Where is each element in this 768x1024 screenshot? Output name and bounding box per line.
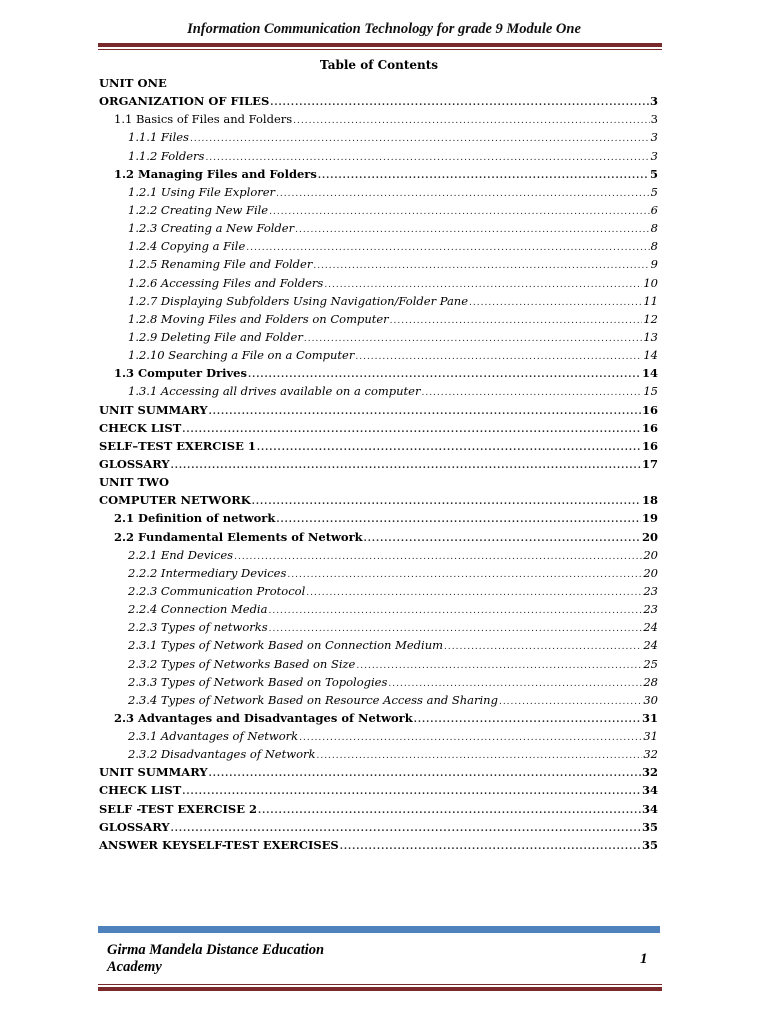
toc-dot-leader [499,693,642,711]
toc-entry-label: 2.1 Definition of network [114,511,276,526]
toc-entry-label: 2.2.2 Intermediary Devices [128,565,287,580]
page-number: 1 [640,951,648,967]
toc-entry-label: 1.3.1 Accessing all drives available on a computer [128,384,421,399]
footer-org-line-1: Girma Mandela Distance Education [107,942,325,958]
toc-entry[interactable] [99,709,658,727]
toc-entry[interactable] [99,455,658,473]
toc-dot-leader [295,221,650,239]
toc-entry[interactable] [99,401,658,419]
toc-entry-label: 2.3.2 Disadvantages of Network [128,747,316,762]
toc-entry-page: 34 [641,801,658,816]
toc-entry[interactable] [99,328,658,346]
toc-entry-page: 32 [641,765,658,780]
toc-entry-page: 28 [643,674,658,689]
toc-entry[interactable] [99,237,658,255]
toc-entry-label: 2.2.3 Communication Protocol [128,583,306,598]
toc-entry-page: 8 [650,221,658,236]
toc-entry-page: 5 [649,166,658,181]
toc-entry-label: 2.2.1 End Devices [128,547,234,562]
footer-org-line-2: Academy [107,959,162,975]
toc-entry-page: 12 [643,311,658,326]
toc-entry[interactable] [99,219,658,237]
header-rule-thin [98,49,662,50]
toc-entry-page: 24 [643,620,658,635]
toc-entry-label: 1.2.3 Creating a New Folder [128,221,295,236]
toc-dot-leader [252,493,641,511]
toc-entry-page: 8 [650,239,658,254]
toc-entry[interactable] [99,201,658,219]
toc-entry[interactable] [99,147,658,165]
toc-entry[interactable] [99,600,658,618]
toc-dot-leader [313,257,649,275]
toc-dot-leader [414,711,641,729]
toc-dot-leader [318,167,649,185]
toc-entry-page: 16 [641,402,658,417]
toc-entry[interactable] [99,74,658,92]
toc-entry-page: 23 [643,602,658,617]
toc-entry-page: 11 [643,293,658,308]
toc-entry[interactable] [99,183,658,201]
toc-dot-leader [355,348,642,366]
toc-entry-label: 1.3 Computer Drives [114,366,247,381]
toc-entry-label: ORGANIZATION OF FILES [99,94,270,109]
toc-entry-label: 1.2.2 Creating New File [128,202,269,217]
toc-entry-page: 3 [650,130,658,145]
toc-entry-label: 1.2.1 Using File Explorer [128,184,276,199]
toc-entry-page: 18 [641,493,658,508]
toc-dot-leader [316,747,642,765]
footer-rule-thick [98,987,662,991]
toc-entry-page: 6 [650,202,658,217]
toc-entry-label: 2.2.3 Types of networks [128,620,268,635]
toc-entry[interactable] [99,781,658,799]
toc-entry-label: ANSWER KEYSELF-TEST EXERCISES [99,837,339,852]
toc-entry-page: 10 [643,275,658,290]
toc-dot-leader [293,112,650,130]
toc-entry[interactable] [99,92,658,110]
toc-dot-leader [268,602,642,620]
table-of-contents [99,74,658,854]
toc-entry-label: 1.1.2 Folders [128,148,205,163]
toc-entry[interactable] [99,346,658,364]
toc-entry-page: 16 [641,438,658,453]
toc-entry-label: 2.3.3 Types of Network Based on Topologies [128,674,388,689]
toc-entry-page: 14 [643,348,658,363]
toc-entry-page: 9 [650,257,658,272]
toc-dot-leader [234,548,642,566]
toc-dot-leader [209,403,641,421]
toc-dot-leader [257,439,641,457]
toc-entry-label: UNIT SUMMARY [99,402,208,417]
toc-entry-page: 25 [643,656,658,671]
toc-entry-page: 3 [650,112,658,127]
toc-entry-page: 3 [649,94,658,109]
toc-dot-leader [390,312,643,330]
toc-entry-label: CHECK LIST [99,783,182,798]
footer-organization [107,942,397,976]
toc-entry[interactable] [99,509,658,527]
toc-entry-label: 1.2.8 Moving Files and Folders on Computer [128,311,389,326]
toc-dot-leader [287,566,642,584]
toc-dot-leader [444,638,642,656]
toc-entry-label: 1.2.6 Accessing Files and Folders [128,275,324,290]
toc-entry-page: 3 [650,148,658,163]
toc-entry-label: 1.1 Basics of Files and Folders [114,112,293,127]
toc-entry-page: 20 [641,529,658,544]
toc-entry-page: 35 [641,819,658,834]
toc-dot-leader [270,94,649,112]
toc-entry[interactable] [99,745,658,763]
toc-entry[interactable] [99,618,658,636]
toc-title: Table of Contents [319,58,439,72]
toc-entry-label: 1.2.4 Copying a File [128,239,246,254]
toc-dot-leader [299,729,642,747]
toc-entry-label: GLOSSARY [99,819,170,834]
toc-entry-page: 31 [643,729,658,744]
toc-entry-page: 20 [643,547,658,562]
toc-entry-page: 19 [641,511,658,526]
footer-rule-blue [98,926,660,933]
toc-entry[interactable] [99,165,658,183]
toc-entry-label: 2.3.1 Advantages of Network [128,729,299,744]
toc-entry-label: SELF–TEST EXERCISE 1 [99,438,256,453]
toc-entry-page: 35 [641,837,658,852]
toc-entry[interactable] [99,473,658,491]
toc-entry[interactable] [99,310,658,328]
footer-rule-thin [98,984,662,985]
toc-entry[interactable] [99,110,658,128]
toc-entry-page: 24 [643,638,658,653]
toc-dot-leader [356,657,642,675]
toc-dot-leader [269,203,650,221]
toc-entry-label: CHECK LIST [99,420,182,435]
toc-entry[interactable] [99,582,658,600]
toc-entry[interactable] [99,528,658,546]
toc-entry-page: 23 [643,583,658,598]
toc-entry-label: GLOSSARY [99,456,170,471]
toc-entry[interactable] [99,818,658,836]
toc-entry[interactable] [99,727,658,745]
toc-entry-page: 34 [641,783,658,798]
toc-entry[interactable] [99,292,658,310]
toc-entry-page: 17 [641,456,658,471]
toc-entry-label: 2.3.4 Types of Network Based on Resource Access and Sharing [128,692,498,707]
toc-entry[interactable] [99,655,658,673]
toc-entry[interactable] [99,636,658,654]
toc-entry-page: 20 [643,565,658,580]
toc-entry-page: 16 [641,420,658,435]
toc-entry-label: SELF -TEST EXERCISE 2 [99,801,258,816]
toc-entry[interactable] [99,382,658,400]
toc-entry[interactable] [99,800,658,818]
toc-dot-leader [276,185,650,203]
toc-entry-label: 1.2 Managing Files and Folders [114,166,317,181]
toc-dot-leader [306,584,642,602]
toc-entry[interactable] [99,564,658,582]
toc-dot-leader [171,457,641,475]
toc-entry-label: 1.1.1 Files [128,130,189,145]
toc-entry[interactable] [99,691,658,709]
toc-entry[interactable] [99,419,658,437]
toc-entry[interactable] [99,128,658,146]
toc-entry-label: 2.3.1 Types of Network Based on Connection Medium [128,638,444,653]
toc-entry-page: 32 [643,747,658,762]
toc-entry-label: UNIT ONE [99,76,167,90]
toc-entry-label: 1.2.9 Deleting File and Folder [128,329,303,344]
toc-entry-label: UNIT TWO [99,475,169,490]
toc-entry-label: 2.3 Advantages and Disadvantages of Network [114,710,413,725]
toc-dot-leader [469,294,642,312]
toc-entry-page: 15 [643,384,658,399]
toc-entry-label: COMPUTER NETWORK [99,493,251,508]
toc-dot-leader [340,838,641,856]
page-header-title: Information Communication Technology for grade 9 Module One [187,21,581,37]
toc-dot-leader [190,130,650,148]
toc-entry-page: 13 [643,329,658,344]
toc-entry-label: 2.2.4 Connection Media [128,602,268,617]
toc-entry-page: 30 [643,692,658,707]
toc-entry[interactable] [99,763,658,781]
toc-entry-label: 2.3.2 Types of Networks Based on Size [128,656,356,671]
toc-entry-label: 1.2.7 Displaying Subfolders Using Navigation/Folder Pane [128,293,469,308]
toc-entry-page: 14 [641,366,658,381]
toc-dot-leader [258,802,641,820]
toc-dot-leader [364,530,641,548]
toc-entry[interactable] [99,546,658,564]
toc-entry-label: UNIT SUMMARY [99,765,208,780]
toc-entry-page: 31 [641,710,658,725]
toc-entry[interactable] [99,836,658,854]
toc-dot-leader [304,330,643,348]
toc-dot-leader [421,384,642,402]
toc-entry-label: 2.2 Fundamental Elements of Network [114,529,363,544]
toc-entry[interactable] [99,364,658,382]
toc-entry-page: 5 [650,184,658,199]
header-rule-thick [98,43,662,47]
toc-entry-label: 1.2.5 Renaming File and Folder [128,257,313,272]
toc-entry[interactable] [99,491,658,509]
toc-entry[interactable] [99,673,658,691]
toc-entry-label: 1.2.10 Searching a File on a Computer [128,348,355,363]
toc-entry[interactable] [99,274,658,292]
toc-entry[interactable] [99,255,658,273]
toc-entry[interactable] [99,437,658,455]
toc-dot-leader [209,765,641,783]
